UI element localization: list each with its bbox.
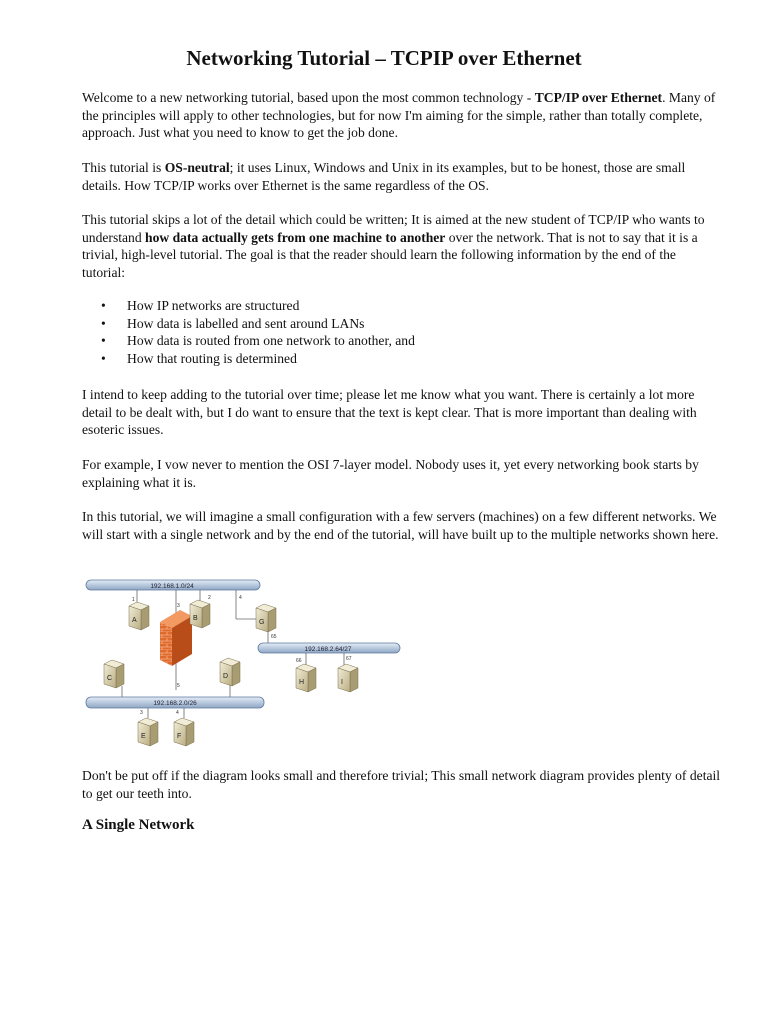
link-label: 2 [208,595,211,601]
intro-text-a: Welcome to a new networking tutorial, based upon the most common technology - [82,90,535,105]
server-label: E [141,733,146,740]
link-label: 5 [177,683,180,689]
server-label: G [259,619,265,626]
list-item: • How that routing is determined [82,350,722,368]
link-label: 67 [346,656,352,662]
server-g-icon [256,604,276,632]
server-e-icon [138,718,158,746]
server-label: I [341,679,343,686]
list-item: • How data is routed from one network to another, and [82,332,722,350]
link-label: 3 [140,710,143,716]
os-text-a: This tutorial is [82,160,165,175]
link-label: 4 [176,710,179,716]
os-text-bold: OS-neutral [164,160,230,175]
diagram-note-paragraph: Don't be put off if the diagram looks small and therefore trivial; This small network diagram provides plenty of detail to get our teeth into. [82,768,721,801]
server-b-icon [190,600,210,628]
server-h-icon [296,664,316,692]
scope-text-bold: how data actually gets from one machine to another [145,229,446,245]
link-label: 65 [271,634,277,640]
scope-paragraph [82,211,722,281]
scope-text-a: This tutorial skips a lot of the detail which could be written; It is aimed at the new student of TCP/IP who wants to understand [82,212,705,245]
section-heading: A Single Network [82,817,195,833]
intro-text-c: . Many of the principles will apply to other technologies, but for now I'm aiming for the simple, rather than totally complete, approach. Just what you need to know to get the job done. [82,90,716,140]
link-label: 3 [177,603,180,609]
os-text-c: ; it uses Linux, Windows and Unix in its examples, but to be honest, those are small details. How TCP/IP works over Ethernet is the same regardless of the OS. [82,160,686,193]
link-label: 1 [132,597,135,603]
osi-paragraph: For example, I vow never to mention the OSI 7-layer model. Nobody uses it, yet every networking book starts by explaining what it is. [82,457,699,490]
network-192-168-1-0 [86,580,260,590]
server-a-icon [129,602,149,630]
list-item: • How IP networks are structured [82,297,722,315]
goals-list [82,297,722,367]
scope-text-c: over the network. That is not to say that it is a trivial, high-level tutorial. The goal is that the reader should learn the following information by the end of the tutorial: [82,229,698,280]
server-label: D [223,673,229,680]
network-192-168-2-64 [258,643,400,653]
server-i-icon [338,664,358,692]
os-neutral-paragraph [82,159,722,194]
firewall-icon [160,610,192,666]
intro-text-bold: TCP/IP over Ethernet [534,90,663,105]
plans-paragraph: I intend to keep adding to the tutorial over time; please let me know what you want. There is certainly a lot more detail to be dealt with, but I do want to ensure that the text is kept clear. That is more important than dealing with esoteric issues. [82,387,697,437]
network-diagram [82,572,402,752]
server-f-icon [174,718,194,746]
server-c-icon [104,660,124,688]
network-192-168-2-0 [86,697,264,708]
server-label: C [107,675,113,682]
server-label: F [177,733,182,740]
network-label: 192.168.2.64/27 [304,646,352,653]
network-label: 192.168.2.0/26 [153,700,197,707]
intro-paragraph [82,89,722,142]
server-label: H [299,679,305,686]
server-d-icon [220,658,240,686]
list-item: • How data is labelled and sent around LANs [82,315,722,333]
config-paragraph: In this tutorial, we will imagine a small configuration with a few servers (machines) on a few different networks. We will start with a single network and by the end of the tutorial, will have built up to the multiple networks shown here. [82,509,719,542]
server-label: B [193,615,198,622]
link-label: 4 [239,595,242,601]
page-title: Networking Tutorial – TCPIP over Ethernet [186,46,582,70]
network-label: 192.168.1.0/24 [150,583,194,590]
server-label: A [132,617,137,624]
link-label: 66 [296,658,302,664]
